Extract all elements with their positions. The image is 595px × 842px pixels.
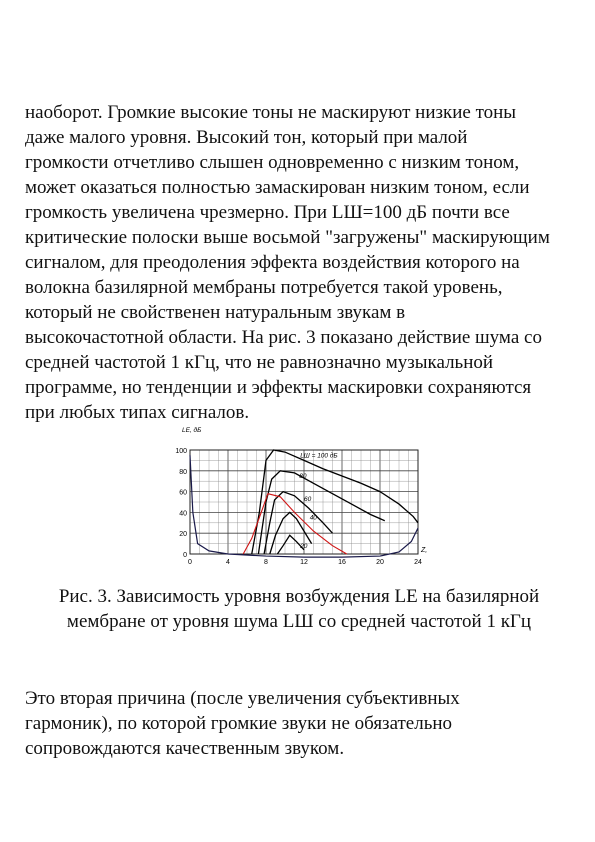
curve-label: 60 bbox=[304, 495, 312, 503]
caption-line-1: Рис. 3. Зависимость уровня возбуждения LE на базилярной bbox=[58, 586, 540, 607]
text-line: Это вторая причина (после увеличения субъективных bbox=[25, 688, 460, 709]
figure-caption bbox=[25, 584, 573, 634]
y-tick-label: 0 bbox=[183, 552, 187, 559]
text-line: волокна базилярной мембраны потребуется такой уровень, bbox=[25, 277, 503, 298]
y-tick-label: 40 bbox=[179, 510, 187, 518]
text-line: наоборот. Громкие высокие тоны не маскируют низкие тоны bbox=[25, 102, 517, 123]
curve-label: 80 bbox=[299, 473, 307, 481]
x-tick-label: 0 bbox=[188, 559, 192, 566]
y-tick-label: 80 bbox=[179, 468, 187, 476]
text-line: сигналом, для преодоления эффекта воздействия которого на bbox=[25, 252, 520, 273]
text-line: который не свойственен натуральным звукам в bbox=[25, 302, 406, 323]
paragraph-2 bbox=[25, 686, 573, 761]
y-axis-label: LE, дБ bbox=[182, 427, 202, 434]
x-tick-label: 4 bbox=[226, 559, 230, 566]
x-tick-label: 24 bbox=[414, 559, 422, 566]
curve-label: 40 bbox=[309, 514, 317, 522]
excitation-chart-svg bbox=[170, 418, 435, 583]
y-tick-label: 20 bbox=[179, 531, 187, 539]
text-line: гармоник), по которой громкие звуки не обязательно bbox=[25, 713, 453, 734]
series-line bbox=[243, 494, 347, 554]
text-line: программе, но тенденции и эффекты маскировки сохраняются bbox=[25, 377, 532, 398]
x-axis-label: Z, bbox=[421, 547, 428, 554]
text-line: громкости отчетливо слышен одновременно с низким тоном, bbox=[25, 152, 520, 173]
text-line: при любых типах сигналов. bbox=[25, 402, 250, 423]
curve-label: LШ = 100 дБ bbox=[300, 452, 338, 460]
x-tick-label: 12 bbox=[300, 559, 308, 566]
y-tick-label: 100 bbox=[175, 448, 187, 455]
x-tick-label: 20 bbox=[376, 559, 384, 566]
paragraph-1 bbox=[25, 100, 573, 425]
text-line: критические полоски выше восьмой "загружены" маскирующим bbox=[25, 227, 550, 248]
curve-label: 20 bbox=[300, 542, 308, 550]
text-line: средней частотой 1 кГц, что не равнозначно музыкальной bbox=[25, 352, 494, 373]
caption-line-2: мембране от уровня шума LШ со средней частотой 1 кГц bbox=[66, 611, 532, 632]
figure-3-chart bbox=[170, 418, 435, 583]
x-tick-label: 16 bbox=[338, 559, 346, 566]
text-line: сопровождаются качественным звуком. bbox=[25, 738, 345, 759]
text-line: громкость увеличена чрезмерно. При LШ=100 дБ почти все bbox=[25, 202, 510, 223]
text-line: может оказаться полностью замаскирован низким тоном, если bbox=[25, 177, 530, 198]
text-line: даже малого уровня. Высокий тон, который при малой bbox=[25, 127, 468, 148]
text-line: высокочастотной области. На рис. 3 показано действие шума со bbox=[25, 327, 542, 348]
x-tick-label: 8 bbox=[264, 559, 268, 566]
y-tick-label: 60 bbox=[179, 489, 187, 497]
